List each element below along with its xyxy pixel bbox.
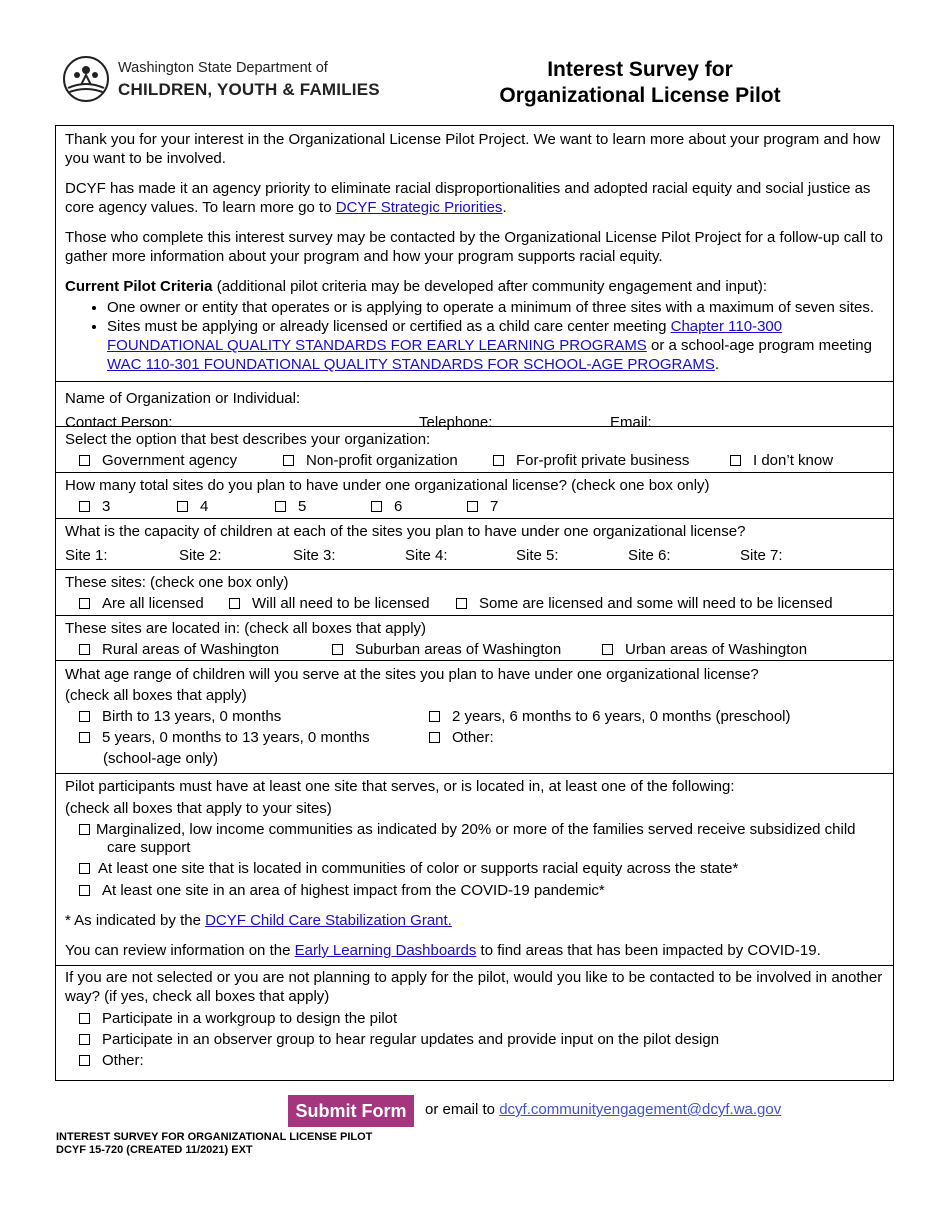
checkbox[interactable] xyxy=(177,501,188,512)
option-government-agency[interactable] xyxy=(79,451,283,470)
option-label: Some are licensed and some will need to be licensed xyxy=(479,595,833,612)
checkbox[interactable] xyxy=(79,501,90,512)
strategic-priorities-link[interactable]: DCYF Strategic Priorities xyxy=(335,199,503,216)
option-label: Other: xyxy=(452,729,494,746)
option-suburban[interactable] xyxy=(332,640,602,659)
option-label: Will all need to be licensed xyxy=(252,595,430,612)
checkbox[interactable] xyxy=(79,824,90,835)
site-2-capacity[interactable]: Site 2: xyxy=(179,547,222,564)
early-learning-dashboards-link[interactable]: Early Learning Dashboards xyxy=(294,942,477,959)
option-all-licensed[interactable] xyxy=(79,594,229,613)
form-footer xyxy=(56,1131,372,1157)
option-label: 5 years, 0 months to 13 years, 0 months xyxy=(102,729,370,746)
site-4-capacity[interactable]: Site 4: xyxy=(405,547,448,564)
option-label: Suburban areas of Washington xyxy=(355,641,562,658)
option-label: Non-profit organization xyxy=(306,452,458,469)
school-age-note: (school-age only) xyxy=(103,750,219,767)
contact-person-field[interactable]: Contact Person: xyxy=(65,414,173,431)
option-label: Rural areas of Washington xyxy=(102,641,280,658)
checkbox[interactable] xyxy=(467,501,478,512)
review-text: You can review information on the xyxy=(65,942,295,959)
org-type-question: Select the option that best describes your organization: xyxy=(65,431,431,448)
checkbox[interactable] xyxy=(79,644,90,655)
intro-p2-text: DCYF has made it an agency priority to eliminate racial disproportionalities and adopted racial equity and social justice as core agency values. To learn more go to xyxy=(65,180,871,216)
criteria-bullet-1: • One owner or entity that operates or is applying to operate a minimum of three sites with a maximum of seven sites. xyxy=(107,298,884,317)
footer-form-title: INTEREST SURVEY FOR ORGANIZATIONAL LICENSE PILOT xyxy=(56,1131,373,1143)
option-label: Participate in a workgroup to design the pilot xyxy=(102,1010,398,1027)
title-line-2: Organizational License Pilot xyxy=(499,84,781,107)
option-3-sites[interactable] xyxy=(79,497,177,516)
option-7-sites[interactable] xyxy=(467,497,498,516)
intro-section xyxy=(56,126,893,381)
option-birth-to-13[interactable] xyxy=(79,706,429,727)
criteria-list xyxy=(65,298,884,374)
family-logo-icon xyxy=(63,56,109,102)
logo-agency-line: Washington State Department of xyxy=(118,60,328,76)
option-label: I don’t know xyxy=(753,452,834,469)
option-for-profit[interactable] xyxy=(493,451,730,470)
option-observer-group[interactable] xyxy=(65,1029,884,1050)
checkbox[interactable] xyxy=(79,1034,90,1045)
option-6-sites[interactable] xyxy=(371,497,467,516)
age-range-question: What age range of children will you serve at the sites you plan to have under one organizational license? xyxy=(65,666,759,683)
option-label: 5 xyxy=(298,498,307,515)
bullet2-end: . xyxy=(714,356,720,373)
page-header xyxy=(0,0,950,125)
location-options xyxy=(65,640,884,659)
age-row-2 xyxy=(65,727,884,748)
age-range-note: (check all boxes that apply) xyxy=(65,687,247,704)
survey-form xyxy=(55,125,894,1081)
site-count-section xyxy=(56,472,893,518)
site-count-options xyxy=(65,497,884,516)
site-6-capacity[interactable]: Site 6: xyxy=(628,547,671,564)
checkbox[interactable] xyxy=(429,732,440,743)
option-label: For-profit private business xyxy=(516,452,690,469)
licensing-options xyxy=(65,594,884,613)
option-age-other[interactable] xyxy=(429,727,494,748)
option-label: Government agency xyxy=(102,452,238,469)
checkbox[interactable] xyxy=(275,501,286,512)
option-label: Other: xyxy=(102,1052,144,1069)
checkbox[interactable] xyxy=(429,711,440,722)
option-all-need-license[interactable] xyxy=(229,594,456,613)
communities-question: Pilot participants must have at least one site that serves, or is located in, at least one of the following: xyxy=(65,778,735,795)
email-alternative xyxy=(425,1101,781,1118)
option-label: Birth to 13 years, 0 months xyxy=(102,708,282,725)
criteria-note: (additional pilot criteria may be developed after community engagement and input): xyxy=(212,278,768,295)
option-label: 6 xyxy=(394,498,403,515)
option-label: Participate in an observer group to hear regular updates and provide input on the pilot design xyxy=(102,1031,720,1048)
option-label: Are all licensed xyxy=(102,595,204,612)
option-involvement-other[interactable] xyxy=(65,1050,884,1071)
criteria-heading xyxy=(65,277,884,296)
checkbox[interactable] xyxy=(730,455,741,466)
stabilization-grant-link[interactable]: DCYF Child Care Stabilization Grant. xyxy=(205,912,452,929)
option-label: 4 xyxy=(200,498,209,515)
checkbox[interactable] xyxy=(79,863,90,874)
site-count-question: How many total sites do you plan to have under one organizational license? (check one box only) xyxy=(65,477,710,494)
location-section xyxy=(56,615,893,660)
logo-department-name: CHILDREN, YOUTH & FAMILIES xyxy=(118,80,380,99)
checkbox[interactable] xyxy=(79,885,90,896)
checkbox[interactable] xyxy=(79,455,90,466)
telephone-field[interactable]: Telephone: xyxy=(419,414,493,431)
age-row-1 xyxy=(65,706,884,727)
email-field[interactable]: Email: xyxy=(610,414,652,431)
option-5-sites[interactable] xyxy=(275,497,371,516)
option-covid-impact[interactable] xyxy=(65,881,884,901)
option-label: 2 years, 6 months to 6 years, 0 months (preschool) xyxy=(452,708,791,725)
option-school-age[interactable] xyxy=(79,727,429,748)
intro-p2-end: . xyxy=(502,199,507,216)
communities-note: (check all boxes that apply to your sites) xyxy=(65,800,332,817)
dcyf-logo xyxy=(63,55,380,107)
involvement-question: If you are not selected or you are not planning to apply for the pilot, would you like to be contacted to be involved in another way? (if yes, check all boxes that apply) xyxy=(65,969,883,1005)
option-label: 7 xyxy=(490,498,499,515)
org-type-options xyxy=(65,451,884,470)
footer-form-number: DCYF 15-720 (CREATED 11/2021) EXT xyxy=(56,1144,253,1156)
checkbox[interactable] xyxy=(79,1055,90,1066)
criteria-bullet-2 xyxy=(107,317,884,374)
email-link[interactable]: dcyf.communityengagement@dcyf.wa.gov xyxy=(499,1101,782,1118)
option-label: At least one site in an area of highest impact from the COVID-19 pandemic* xyxy=(102,882,605,899)
checkbox[interactable] xyxy=(602,644,613,655)
submit-form-button[interactable]: Submit Form xyxy=(288,1095,414,1127)
chapter-110-300-link[interactable]: Chapter 110-300 FOUNDATIONAL QUALITY STANDARDS FOR EARLY LEARNING PROGRAMS xyxy=(107,318,783,354)
checkbox[interactable] xyxy=(283,455,294,466)
option-label: At least one site that is located in communities of color or supports racial equity across the state* xyxy=(98,860,739,877)
licensing-question: These sites: (check one box only) xyxy=(65,574,289,591)
involvement-section xyxy=(56,965,893,1080)
option-some-licensed[interactable] xyxy=(456,594,833,613)
checkbox[interactable] xyxy=(79,711,90,722)
title-line-1: Interest Survey for xyxy=(547,58,733,81)
site-7-capacity[interactable]: Site 7: xyxy=(740,547,783,564)
contact-section xyxy=(56,381,893,431)
footnote-text: * As indicated by the xyxy=(65,912,206,929)
option-dont-know[interactable] xyxy=(730,451,833,470)
option-label: 3 xyxy=(102,498,111,515)
intro-paragraph-1: Thank you for your interest in the Organizational License Pilot Project. We want to learn more about your program and how you want to be involved. xyxy=(65,131,881,167)
site-5-capacity[interactable]: Site 5: xyxy=(516,547,559,564)
checkbox[interactable] xyxy=(332,644,343,655)
site-1-capacity[interactable]: Site 1: xyxy=(65,547,108,564)
stabilization-footnote xyxy=(65,911,884,931)
capacity-section xyxy=(56,518,893,569)
age-range-section xyxy=(56,660,893,773)
checkbox[interactable] xyxy=(493,455,504,466)
bullet2-text: Sites must be applying or already licensed or certified as a child care center meeting xyxy=(107,318,671,335)
option-label: Urban areas of Washington xyxy=(625,641,808,658)
communities-section xyxy=(56,773,893,965)
bullet2-mid: or a school-age program meeting xyxy=(646,337,872,354)
checkbox[interactable] xyxy=(79,732,90,743)
site-3-capacity[interactable]: Site 3: xyxy=(293,547,336,564)
criteria-label: Current Pilot Criteria xyxy=(65,278,213,295)
review-text-end: to find areas that has been impacted by COVID-19. xyxy=(476,942,821,959)
intro-paragraph-3: Those who complete this interest survey may be contacted by the Organizational License Pilot Project for a follow-up call to gather more information about your program and how your program supports racial equity. xyxy=(65,229,883,265)
option-label: Marginalized, low income communities as indicated by 20% or more of the families served receive subsidized child xyxy=(96,821,856,838)
checkbox[interactable] xyxy=(79,1013,90,1024)
checkbox[interactable] xyxy=(456,598,467,609)
or-email-text: or email to xyxy=(425,1101,500,1118)
capacity-question: What is the capacity of children at each of the sites you plan to have under one organizational license? xyxy=(65,523,746,540)
wac-110-301-link[interactable]: WAC 110-301 FOUNDATIONAL QUALITY STANDARDS FOR SCHOOL-AGE PROGRAMS xyxy=(107,356,715,373)
checkbox[interactable] xyxy=(229,598,240,609)
checkbox[interactable] xyxy=(79,598,90,609)
option-urban[interactable] xyxy=(602,640,807,659)
org-name-field[interactable]: Name of Organization or Individual: xyxy=(65,390,301,407)
option-preschool[interactable] xyxy=(429,706,791,727)
page-title xyxy=(470,57,810,109)
option-rural[interactable] xyxy=(79,640,332,659)
intro-paragraph-2 xyxy=(65,179,884,217)
option-4-sites[interactable] xyxy=(177,497,275,516)
location-question: These sites are located in: (check all boxes that apply) xyxy=(65,620,427,637)
licensing-section xyxy=(56,569,893,615)
option-communities-of-color[interactable] xyxy=(65,859,884,879)
option-label-continued: care support xyxy=(107,839,191,856)
option-marginalized[interactable] xyxy=(65,821,884,857)
checkbox[interactable] xyxy=(371,501,382,512)
capacity-sites xyxy=(65,546,884,565)
dashboards-note xyxy=(65,941,884,961)
option-non-profit[interactable] xyxy=(283,451,493,470)
option-workgroup[interactable] xyxy=(65,1008,884,1029)
org-type-section xyxy=(56,426,893,472)
